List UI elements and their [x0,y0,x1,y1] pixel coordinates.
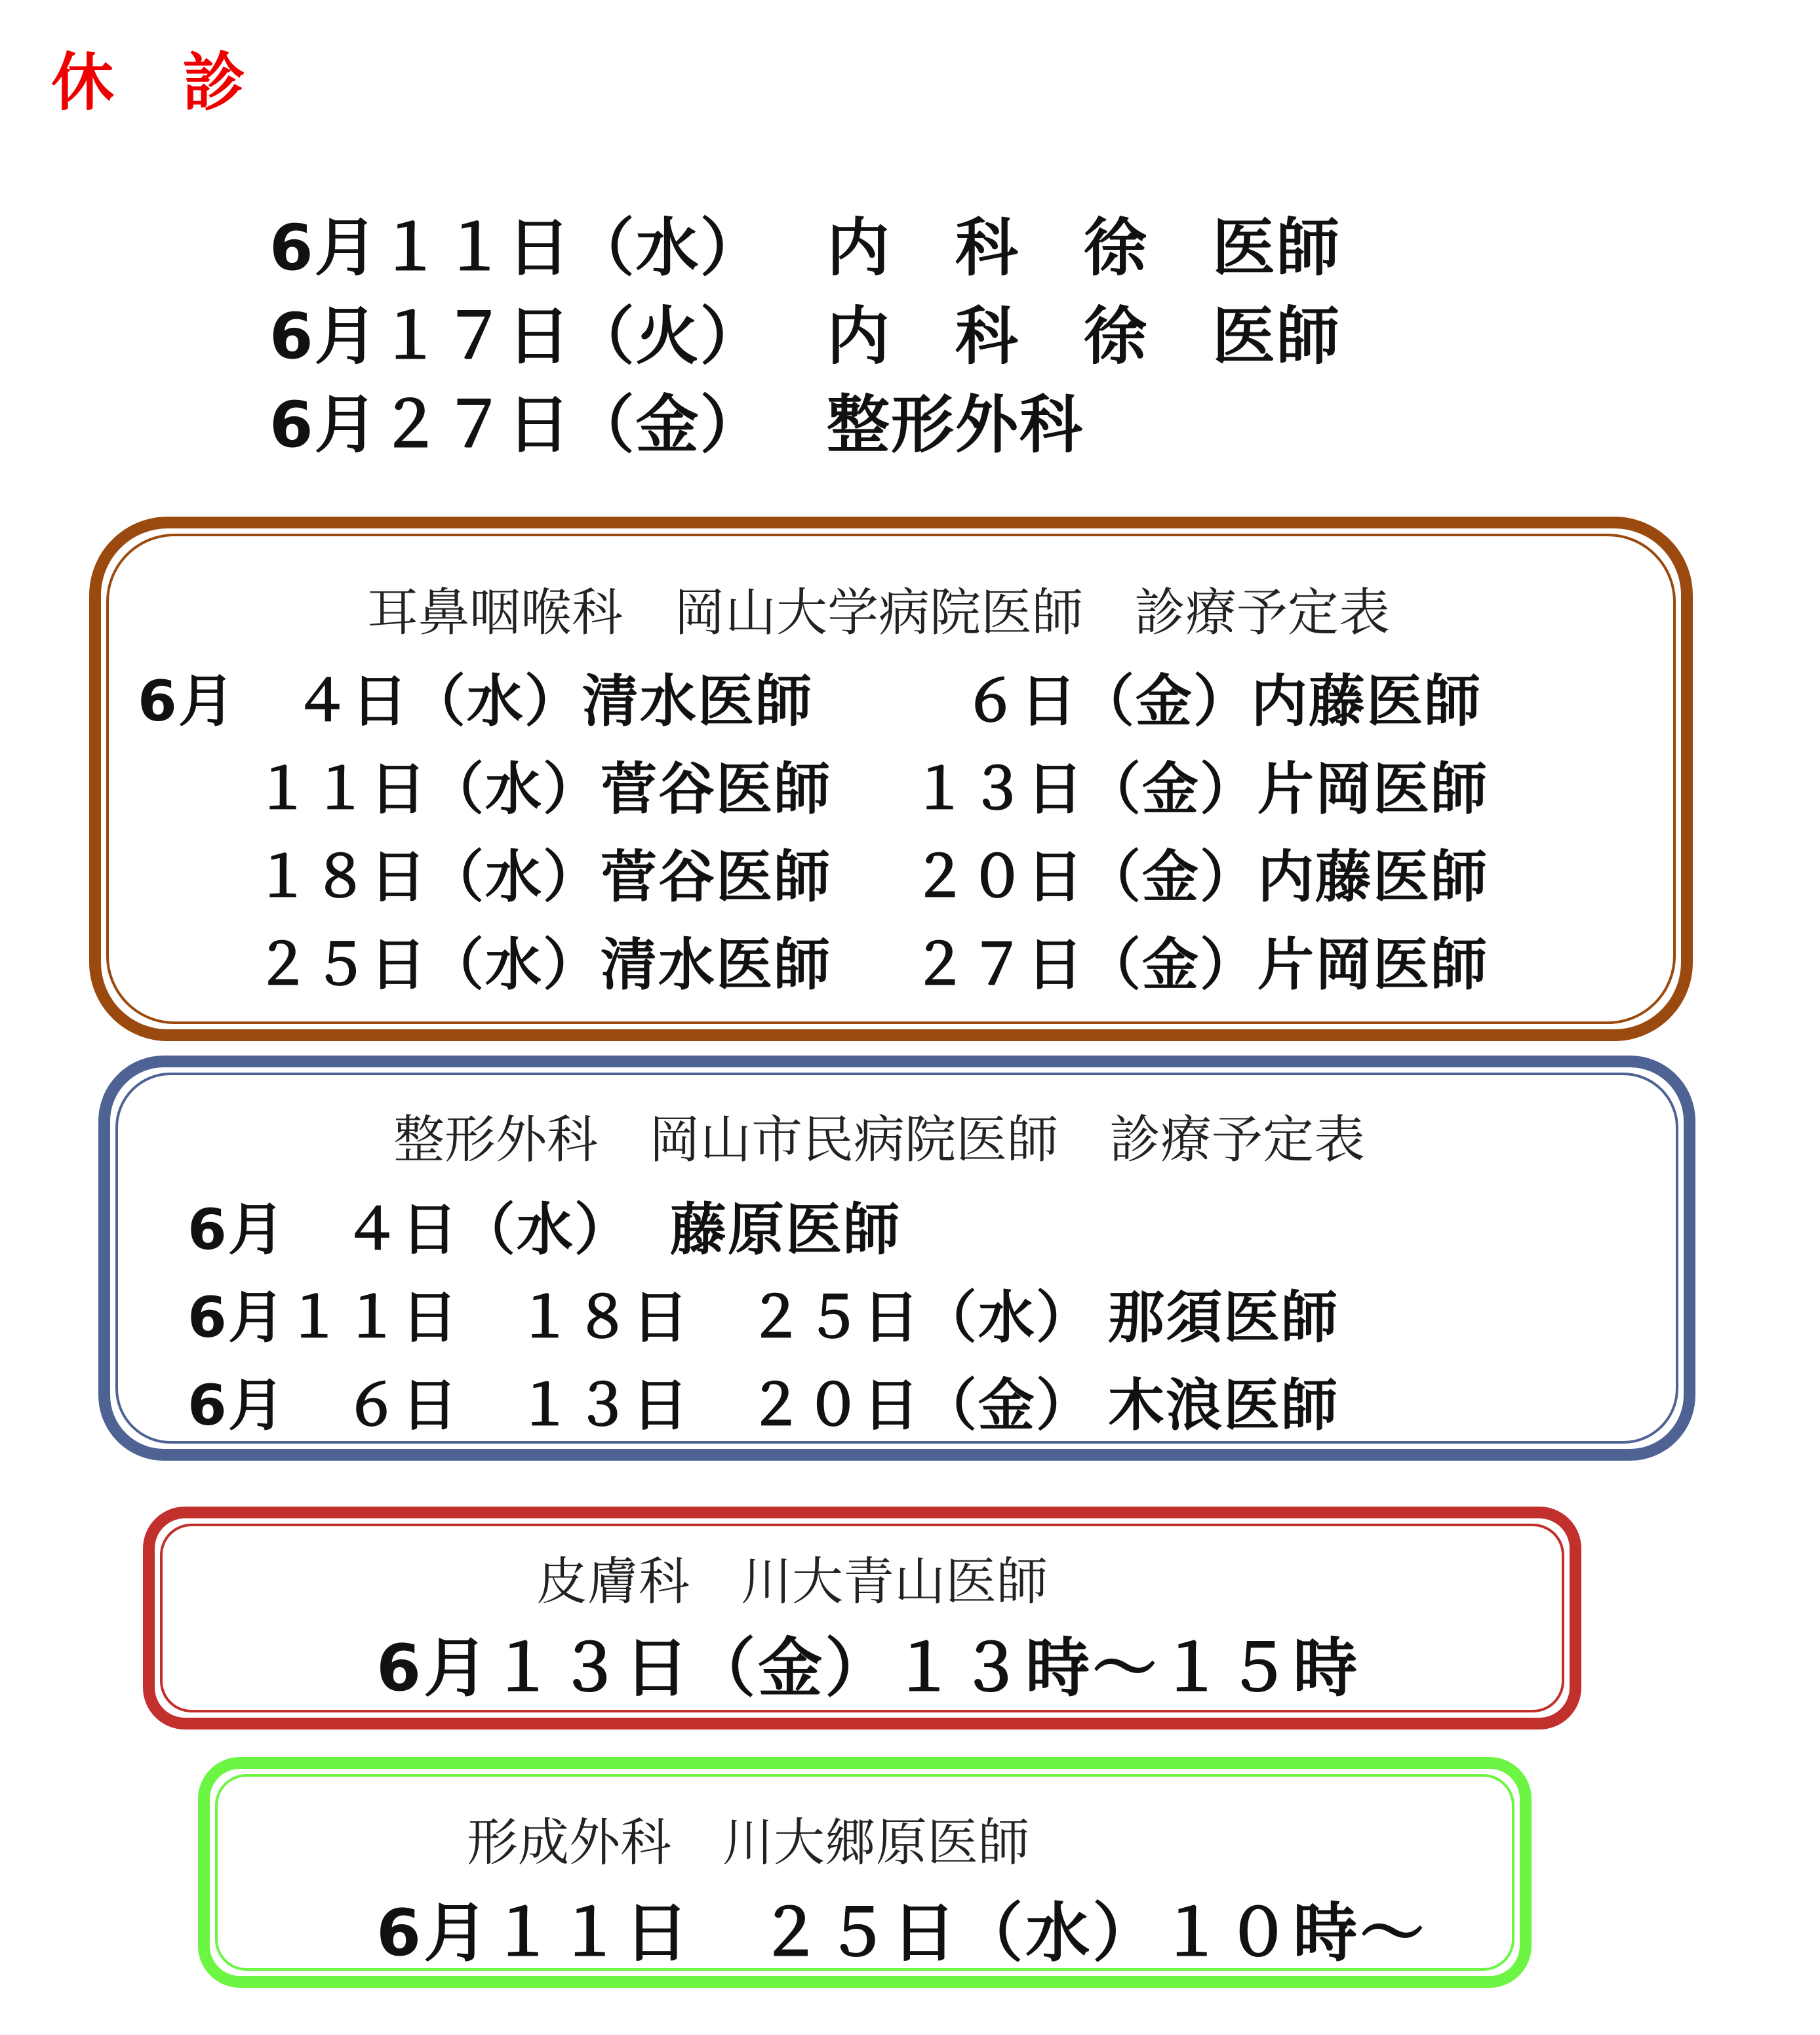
ent-left-row: １１日（水）菅谷医師 [254,757,831,822]
ortho-heading: 整形外科 岡山市民病院医師 診療予定表 [393,1111,1366,1170]
closed-info: 整形外科 [826,388,1084,462]
derm-schedule: 6月１３日（金）１３時～１５時 [376,1631,1360,1706]
closed-date: 6月２７日（金） [269,388,764,462]
ortho-row-doctor: 那須医師 [1108,1285,1339,1351]
ortho-row-dates: 6月１１日 １８日 ２５日（水） [188,1285,1094,1351]
derm-heading: 皮膚科 川大青山医師 [536,1552,1048,1611]
ent-left-row: １８日（水）菅谷医師 [254,844,831,910]
closed-title: 休 診 [51,46,248,119]
closed-info: 内 科 徐 医師 [826,300,1341,373]
ent-left-row: 6月 ４日（水）清水医師 [138,669,813,734]
plastic-heading: 形成外科 川大郷原医師 [467,1813,1030,1872]
ent-heading: 耳鼻咽喉科 岡山大学病院医師 診療予定表 [367,583,1391,642]
ent-right-row: ２７日（金）片岡医師 [911,932,1488,998]
plastic-schedule: 6月１１日 ２５日（水）１０時～ [376,1896,1427,1971]
closed-info: 内 科 徐 医師 [826,211,1341,285]
ortho-row-doctor: 藤原医師 [670,1197,901,1263]
ortho-row-dates: 6月 ６日 １３日 ２０日（金） [188,1373,1094,1438]
ortho-row-doctor: 木浪医師 [1108,1373,1339,1438]
closed-date: 6月１７日（火） [269,300,764,373]
closed-row [223,302,1084,465]
ent-right-row: １３日（金）片岡医師 [911,757,1488,822]
ent-left-row: ２５日（水）清水医師 [254,932,831,998]
ent-right-row: ６日（金）内藤医師 [962,669,1482,734]
ortho-row-dates: 6月 ４日（水） [188,1197,632,1263]
closed-date: 6月１１日（水） [269,211,764,285]
ent-right-row: ２０日（金）内藤医師 [911,844,1488,910]
